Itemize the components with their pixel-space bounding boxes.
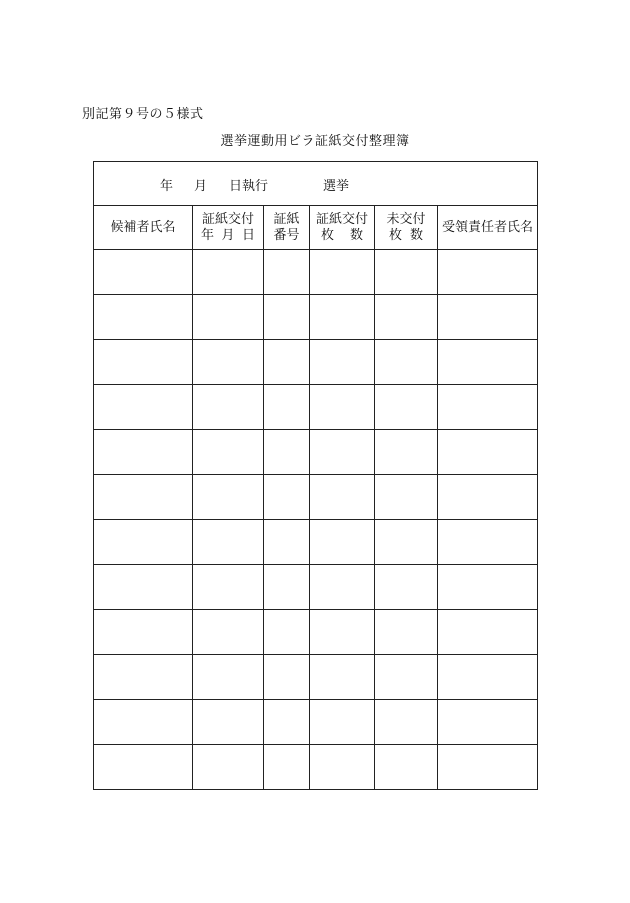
issue-date-cell[interactable] <box>193 385 264 430</box>
table-row <box>94 520 538 565</box>
unissued-count-cell[interactable] <box>375 745 438 790</box>
issue-date-cell[interactable] <box>193 430 264 475</box>
issued-count-cell[interactable] <box>310 340 375 385</box>
column-header-row <box>94 206 538 250</box>
table-row <box>94 565 538 610</box>
stamp-issuance-ledger-table <box>93 161 538 790</box>
table-row <box>94 385 538 430</box>
stamp-number-cell[interactable] <box>264 340 310 385</box>
receiver-name-cell[interactable] <box>438 295 538 340</box>
candidate-name-cell[interactable] <box>94 250 193 295</box>
candidate-name-cell[interactable] <box>94 430 193 475</box>
table-row <box>94 250 538 295</box>
stamp-number-cell[interactable] <box>264 745 310 790</box>
election-info-cell[interactable] <box>94 162 538 206</box>
election-info-row <box>94 162 538 206</box>
issue-date-cell[interactable] <box>193 565 264 610</box>
header-issued-count: 証紙交付 枚 数 <box>310 206 375 250</box>
unissued-count-cell[interactable] <box>375 385 438 430</box>
form-number-label: 別記第９号の５様式 <box>82 107 204 122</box>
issue-date-cell[interactable] <box>193 340 264 385</box>
stamp-number-cell[interactable] <box>264 520 310 565</box>
issue-date-cell[interactable] <box>193 745 264 790</box>
receiver-name-cell[interactable] <box>438 700 538 745</box>
issued-count-cell[interactable] <box>310 475 375 520</box>
unissued-count-cell[interactable] <box>375 475 438 520</box>
unissued-count-cell[interactable] <box>375 520 438 565</box>
receiver-name-cell[interactable] <box>438 475 538 520</box>
stamp-number-cell[interactable] <box>264 610 310 655</box>
receiver-name-cell[interactable] <box>438 250 538 295</box>
stamp-number-cell[interactable] <box>264 385 310 430</box>
issued-count-cell[interactable] <box>310 700 375 745</box>
year-label: 年 <box>160 179 174 194</box>
receiver-name-cell[interactable] <box>438 430 538 475</box>
stamp-number-cell[interactable] <box>264 250 310 295</box>
table-row <box>94 340 538 385</box>
receiver-name-cell[interactable] <box>438 520 538 565</box>
candidate-name-cell[interactable] <box>94 475 193 520</box>
issued-count-cell[interactable] <box>310 385 375 430</box>
issue-date-cell[interactable] <box>193 250 264 295</box>
table-row <box>94 430 538 475</box>
issue-date-cell[interactable] <box>193 610 264 655</box>
issue-date-cell[interactable] <box>193 520 264 565</box>
issued-count-cell[interactable] <box>310 520 375 565</box>
header-issue-date: 証紙交付 年 月 日 <box>193 206 264 250</box>
stamp-number-cell[interactable] <box>264 295 310 340</box>
header-candidate-name: 候補者氏名 <box>94 206 193 250</box>
receiver-name-cell[interactable] <box>438 610 538 655</box>
issue-date-cell[interactable] <box>193 700 264 745</box>
stamp-number-cell[interactable] <box>264 475 310 520</box>
receiver-name-cell[interactable] <box>438 565 538 610</box>
candidate-name-cell[interactable] <box>94 340 193 385</box>
issued-count-cell[interactable] <box>310 430 375 475</box>
issue-date-cell[interactable] <box>193 295 264 340</box>
unissued-count-cell[interactable] <box>375 700 438 745</box>
unissued-count-cell[interactable] <box>375 655 438 700</box>
issued-count-cell[interactable] <box>310 295 375 340</box>
election-label: 選挙 <box>323 179 350 194</box>
receiver-name-cell[interactable] <box>438 655 538 700</box>
document-title: 選挙運動用ビラ証紙交付整理簿 <box>220 134 410 149</box>
issue-date-cell[interactable] <box>193 475 264 520</box>
issued-count-cell[interactable] <box>310 565 375 610</box>
candidate-name-cell[interactable] <box>94 520 193 565</box>
stamp-number-cell[interactable] <box>264 700 310 745</box>
table-row <box>94 610 538 655</box>
candidate-name-cell[interactable] <box>94 610 193 655</box>
table-row <box>94 475 538 520</box>
month-label: 月 <box>194 179 208 194</box>
table-row <box>94 295 538 340</box>
unissued-count-cell[interactable] <box>375 610 438 655</box>
issued-count-cell[interactable] <box>310 250 375 295</box>
table-row <box>94 745 538 790</box>
stamp-number-cell[interactable] <box>264 430 310 475</box>
receiver-name-cell[interactable] <box>438 385 538 430</box>
unissued-count-cell[interactable] <box>375 565 438 610</box>
header-receiver-name: 受領責任者氏名 <box>438 206 538 250</box>
candidate-name-cell[interactable] <box>94 655 193 700</box>
unissued-count-cell[interactable] <box>375 430 438 475</box>
stamp-number-cell[interactable] <box>264 655 310 700</box>
issued-count-cell[interactable] <box>310 745 375 790</box>
receiver-name-cell[interactable] <box>438 745 538 790</box>
issued-count-cell[interactable] <box>310 655 375 700</box>
day-execution-label: 日執行 <box>229 179 269 194</box>
issue-date-cell[interactable] <box>193 655 264 700</box>
unissued-count-cell[interactable] <box>375 295 438 340</box>
table-row <box>94 655 538 700</box>
issued-count-cell[interactable] <box>310 610 375 655</box>
receiver-name-cell[interactable] <box>438 340 538 385</box>
table-row <box>94 700 538 745</box>
candidate-name-cell[interactable] <box>94 700 193 745</box>
header-stamp-number: 証紙 番号 <box>264 206 310 250</box>
stamp-number-cell[interactable] <box>264 565 310 610</box>
candidate-name-cell[interactable] <box>94 295 193 340</box>
candidate-name-cell[interactable] <box>94 565 193 610</box>
header-unissued-count: 未交付 枚 数 <box>375 206 438 250</box>
unissued-count-cell[interactable] <box>375 250 438 295</box>
candidate-name-cell[interactable] <box>94 385 193 430</box>
candidate-name-cell[interactable] <box>94 745 193 790</box>
unissued-count-cell[interactable] <box>375 340 438 385</box>
